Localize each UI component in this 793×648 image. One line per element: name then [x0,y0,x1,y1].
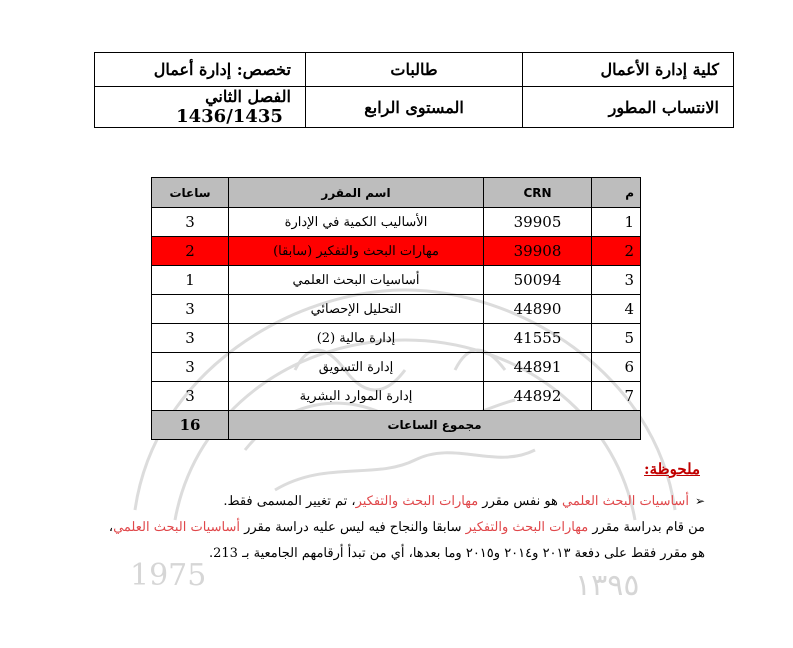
level-cell [305,87,522,128]
specialization-cell [95,53,306,87]
note-text: سابقا والنجاح فيه ليس عليه دراسة مقرر [239,520,466,535]
college-name: كلية إدارة الأعمال [600,60,719,79]
column-header-course-name: اسم المقرر [229,178,484,208]
row-crn: 39905 [484,208,592,237]
academic-year: 1436/1435 [176,106,283,127]
row-crn: 44892 [484,382,592,411]
note-text: ، تم تغيير المسمى فقط. [223,494,356,509]
note-red-text: مهارات البحث والتفكير [355,494,479,509]
row-hours: 3 [152,382,229,411]
row-index: 4 [592,295,641,324]
row-index: 1 [592,208,641,237]
row-hours: 3 [152,208,229,237]
courses-header-row [152,178,641,208]
row-hours: 2 [152,237,229,266]
watermark-year-arabic: ١٣٩٥ [575,568,640,603]
row-hours: 3 [152,353,229,382]
note-red-text: مهارات البحث والتفكير [465,520,589,535]
specialization-label: تخصص: إدارة أعمال [153,60,291,79]
note-text: ، [108,520,114,535]
table-row [152,382,641,411]
table-row [152,208,641,237]
row-course-name: إدارة التسويق [229,353,484,382]
column-header-hours: ساعات [152,178,229,208]
row-index: 3 [592,266,641,295]
row-crn: 50094 [484,266,592,295]
watermark-year-latin: 1975 [130,558,207,593]
row-course-name: التحليل الإحصائي [229,295,484,324]
total-hours-label: مجموع الساعات [229,411,641,440]
column-header-crn: CRN [484,178,592,208]
row-course-name: الأساليب الكمية في الإدارة [229,208,484,237]
row-course-name: إدارة الموارد البشرية [229,382,484,411]
table-row [152,295,641,324]
total-row [152,411,641,440]
note-text: من قام بدراسة مقرر [588,520,705,535]
row-crn: 41555 [484,324,592,353]
row-index: 7 [592,382,641,411]
row-course-name: إدارة مالية (2) [229,324,484,353]
college-cell [523,53,734,87]
note-body [95,488,705,567]
column-header-index: م [592,178,641,208]
row-hours: 1 [152,266,229,295]
students-label: طالبات [390,60,438,79]
note-text: هو نفس مقرر [478,494,563,509]
courses-table [151,177,641,440]
row-index: 6 [592,353,641,382]
program-label: الانتساب المطور [608,97,719,117]
note-title: ملحوظة: [644,460,700,478]
header-table [94,52,734,128]
arrow-bullet-icon: ➢ [694,494,705,508]
table-row-highlighted [152,237,641,266]
note-text: هو مقرر فقط على دفعة ٢٠١٣ و٢٠١٤ و٢٠١٥ وما بعدها، أي من تبدأ أرقامهم الجامعية بـ 213. [208,546,705,561]
semester-label: الفصل الثاني [205,87,291,106]
students-cell [305,53,522,87]
row-course-name: أساسيات البحث العلمي [229,266,484,295]
level-label: المستوى الرابع [364,97,464,117]
row-index: 5 [592,324,641,353]
program-cell [523,87,734,128]
note-red-text: أساسيات البحث العلمي [113,520,240,535]
row-index: 2 [592,237,641,266]
table-row [152,353,641,382]
semester-cell [95,87,306,128]
table-row [152,266,641,295]
row-hours: 3 [152,295,229,324]
row-hours: 3 [152,324,229,353]
row-crn: 44891 [484,353,592,382]
note-red-text: أساسيات البحث العلمي [562,494,689,509]
row-course-name: مهارات البحث والتفكير (سابقا) [229,237,484,266]
table-row [152,324,641,353]
row-crn: 39908 [484,237,592,266]
total-hours-value: 16 [152,411,229,440]
row-crn: 44890 [484,295,592,324]
